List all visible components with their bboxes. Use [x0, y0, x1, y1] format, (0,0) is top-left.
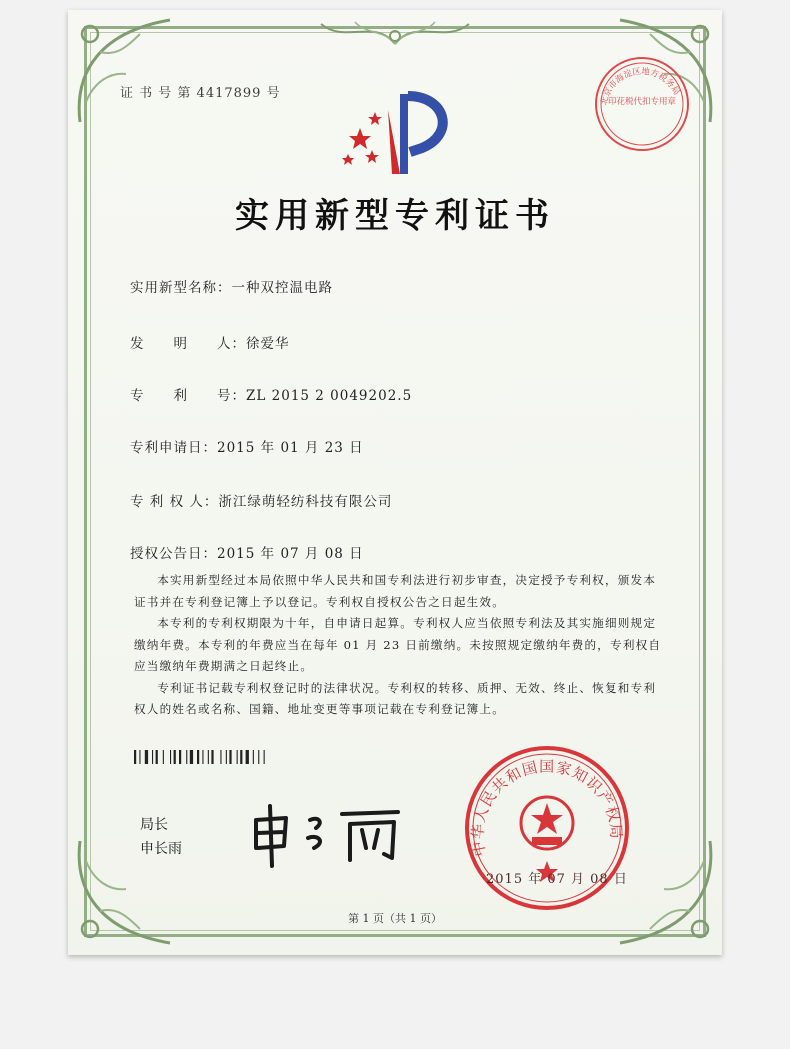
field-grant-date — [130, 542, 364, 562]
director-title: 局长 — [140, 817, 168, 833]
barcode-bar — [202, 750, 203, 764]
filing-date-value: 2015 年 01 月 23 日 — [217, 440, 364, 456]
barcode-bar — [186, 750, 187, 764]
seal-date: 2015 年 07 月 08 日 — [486, 872, 628, 887]
filing-date-label: 专利申请日： — [130, 440, 217, 456]
barcode-bar — [190, 750, 193, 764]
certificate-number-suffix: 号 — [266, 86, 281, 101]
body-paragraph-2: 本专利的专利权期限为十年，自申请日起算。专利权人应当依照专利法及其实施细则规定缴纳年费。本专利的年费应当在每年 01 月 23 日前缴纳。未按照规定缴纳年费的，专利权自应当缴纳年费期满之日起终止。 — [134, 616, 662, 673]
patent-office-logo-icon — [342, 90, 462, 178]
patent-office-seal-icon — [462, 743, 632, 913]
body-paragraph-1: 本实用新型经过本局依照中华人民共和国专利法进行初步审查，决定授予专利权，颁发本证书并在专利登记簿上予以登记。专利权自授权公告之日起生效。 — [134, 573, 657, 609]
barcode-bar — [145, 750, 148, 764]
corner-ornament-top-left — [70, 12, 180, 132]
patent-number-value: ZL 2015 2 0049202.5 — [246, 388, 413, 404]
barcode-bar — [179, 750, 181, 764]
barcode-bar — [156, 750, 158, 764]
barcode-bar — [152, 750, 153, 764]
grant-date-label: 授权公告日： — [130, 546, 217, 562]
barcode-bar — [240, 750, 242, 764]
barcode-bar — [246, 750, 249, 764]
barcode-bar — [253, 750, 254, 764]
barcode-bar — [211, 750, 213, 764]
body-paragraph-3: 专利证书记载专利权登记时的法律状况。专利权的转移、质押、无效、终止、恢复和专利权人的姓名或名称、国籍、地址变更等事项记载在专利登记簿上。 — [134, 680, 657, 716]
patent-number-label: 专 利 号： — [130, 388, 246, 404]
field-filing-date — [130, 436, 364, 456]
certificate-number — [120, 82, 281, 101]
barcode-bar — [220, 750, 221, 764]
barcode-bar — [258, 750, 259, 764]
grant-date-value: 2015 年 07 月 08 日 — [217, 546, 364, 562]
certificate-body — [134, 570, 664, 721]
barcode-bar — [197, 750, 199, 764]
utility-name-value: 一种双控温电路 — [231, 280, 333, 296]
barcode-bar — [139, 750, 140, 764]
barcode-bar — [226, 750, 227, 764]
certificate-number-label: 证 书 号 第 — [120, 86, 192, 101]
patentee-label: 专 利 权 人： — [130, 494, 219, 510]
director-name: 申长雨 — [140, 841, 182, 857]
barcode-bar — [134, 750, 136, 764]
barcode-bar — [237, 750, 238, 764]
certificate-number-value: 4417899 — [196, 86, 262, 101]
barcode-bar — [170, 750, 171, 764]
certificate-title: 实用新型专利证书 — [235, 196, 555, 236]
barcode-bar — [174, 750, 176, 764]
barcode-bar — [208, 750, 209, 764]
field-patent-number — [130, 384, 412, 404]
handwritten-signature — [248, 798, 408, 870]
seal-ring-text: 中华人民共和国国家知识产权局 — [468, 757, 626, 858]
patentee-value: 浙江绿萌轻纺科技有限公司 — [218, 494, 393, 510]
utility-name-label: 实用新型名称： — [130, 280, 232, 296]
field-patentee — [130, 490, 392, 510]
top-ornament — [315, 14, 475, 50]
barcode — [134, 750, 304, 764]
inventor-label: 发 明 人： — [130, 336, 246, 352]
barcode-bar — [229, 750, 231, 764]
barcode-bar — [264, 750, 265, 764]
certificate-sheet — [68, 10, 722, 955]
page-number: 第 1 页（共 1 页） — [348, 912, 442, 925]
field-inventor — [130, 332, 290, 352]
tax-seal-ring-text: 北京市海淀区地方税务局 — [599, 66, 682, 107]
tax-seal-icon — [592, 54, 692, 154]
barcode-bar — [163, 750, 164, 764]
tax-seal-center-text: 印花税代扣专用章 — [607, 97, 677, 107]
field-utility-name — [130, 276, 333, 296]
inventor-value: 徐爱华 — [246, 336, 290, 352]
